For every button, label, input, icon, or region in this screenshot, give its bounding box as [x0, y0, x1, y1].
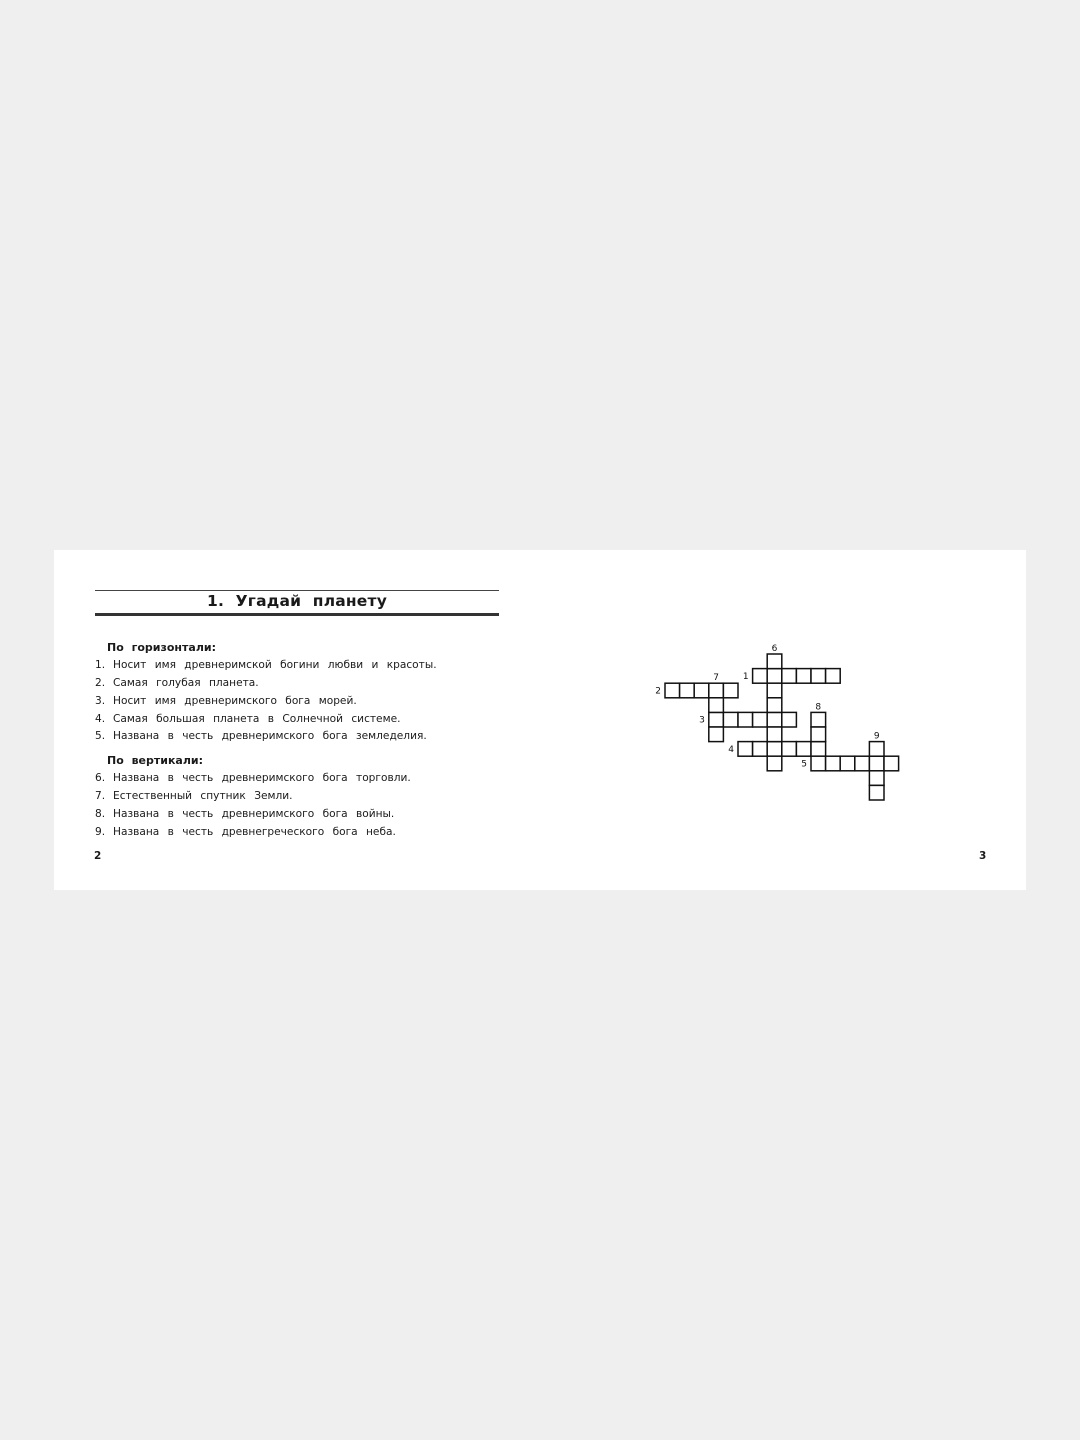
- book-spread: [54, 550, 1026, 890]
- crossword-cell: [782, 669, 797, 684]
- crossword-number-label: 4: [728, 744, 734, 755]
- crossword-cell: [738, 712, 753, 727]
- crossword-cell: [811, 712, 826, 727]
- crossword-cell: [767, 654, 782, 669]
- crossword-number-label: 3: [699, 715, 705, 726]
- clue-number: 4.: [95, 713, 106, 725]
- clue-number: 7.: [95, 790, 106, 802]
- crossword-cell: [665, 683, 680, 698]
- clue-text: Названа в честь древнеримского бога торговли.: [113, 772, 411, 784]
- crossword-cell: [811, 669, 826, 684]
- clue-text: Самая большая планета в Солнечной системе.: [113, 713, 401, 725]
- crossword-cell: [855, 756, 870, 771]
- crossword-cell: [869, 742, 884, 757]
- crossword-cell: [709, 683, 724, 698]
- crossword-cell: [694, 683, 709, 698]
- crossword-cell: [753, 669, 768, 684]
- crossword-cell: [709, 727, 724, 742]
- crossword-cell: [796, 742, 811, 757]
- page-number-right: 3: [979, 850, 987, 862]
- crossword-cell: [869, 771, 884, 786]
- crossword-cell: [767, 669, 782, 684]
- across-heading: По горизонтали:: [107, 641, 216, 654]
- crossword-cell: [869, 756, 884, 771]
- crossword-number-label: 2: [655, 686, 661, 697]
- crossword-cell: [884, 756, 899, 771]
- clue-number: 2.: [95, 677, 106, 689]
- crossword-number-label: 6: [771, 644, 778, 654]
- clue-number: 8.: [95, 808, 106, 820]
- clue-number: 5.: [95, 730, 106, 742]
- down-heading: По вертикали:: [107, 754, 204, 767]
- crossword-number-label: 5: [801, 759, 807, 770]
- crossword-cell: [767, 683, 782, 698]
- crossword-cell: [709, 698, 724, 713]
- crossword-number-label: 9: [873, 731, 880, 742]
- crossword-cell: [782, 712, 797, 727]
- page-title: 1. Угадай планету: [206, 592, 388, 610]
- clue-number: 6.: [95, 772, 106, 784]
- crossword-cell: [767, 712, 782, 727]
- crossword-grid: [54, 550, 1026, 890]
- crossword-number-label: 1: [742, 671, 749, 682]
- crossword-cell: [782, 742, 797, 757]
- crossword-cell: [796, 669, 811, 684]
- crossword-cell: [767, 727, 782, 742]
- clue-text: Носит имя древнеримского бога морей.: [113, 695, 357, 707]
- crossword-cell: [811, 756, 826, 771]
- crossword-cell: [869, 785, 884, 800]
- clue-text: Носит имя древнеримской богини любви и красоты.: [113, 659, 437, 671]
- clue-number: 1.: [95, 659, 106, 671]
- clue-text: Самая голубая планета.: [113, 677, 259, 689]
- crossword-cell: [738, 742, 753, 757]
- crossword-cell: [709, 712, 724, 727]
- crossword-cell: [680, 683, 695, 698]
- crossword-cell: [753, 742, 768, 757]
- crossword-cell: [811, 742, 826, 757]
- crossword-cell: [826, 669, 841, 684]
- crossword-cell: [767, 756, 782, 771]
- crossword-cell: [723, 712, 738, 727]
- page-number-left: 2: [94, 850, 102, 862]
- clue-text: Естественный спутник Земли.: [113, 790, 293, 802]
- crossword-number-label: 8: [815, 702, 822, 713]
- clue-text: Названа в честь древнегреческого бога неба.: [113, 826, 396, 838]
- crossword-number-label: 7: [713, 673, 719, 684]
- crossword-cell: [753, 712, 768, 727]
- clue-number: 3.: [95, 695, 106, 707]
- crossword-cell: [811, 727, 826, 742]
- crossword-cell: [826, 756, 841, 771]
- clue-text: Названа в честь древнеримского бога войны.: [113, 808, 395, 820]
- clue-number: 9.: [95, 826, 106, 838]
- clue-text: Названа в честь древнеримского бога земледелия.: [113, 730, 427, 742]
- crossword-cell: [723, 683, 738, 698]
- crossword-cell: [767, 742, 782, 757]
- crossword-cell: [767, 698, 782, 713]
- crossword-cell: [840, 756, 855, 771]
